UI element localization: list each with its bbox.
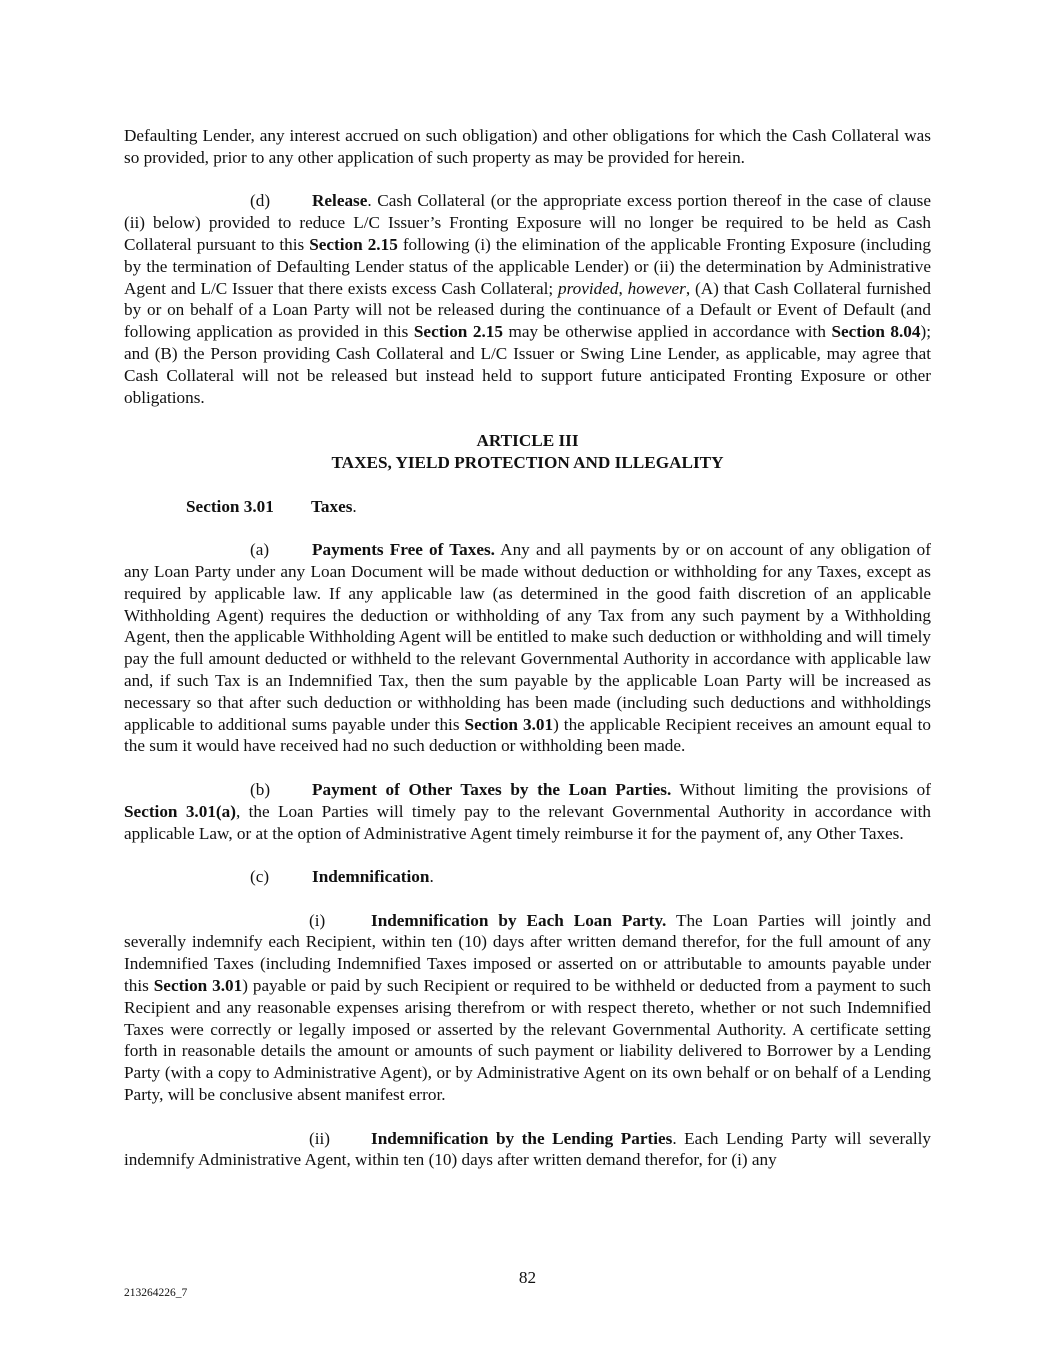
paragraph-text: . Cash Collateral (or the appropriate excess portion thereof in the case of clause (ii) below) provided to reduce L/C Issuer’s Fronting Exposure will no longer be required to be held as Cash Collateral pursuant to this	[124, 191, 931, 254]
paragraph-text: ,	[618, 278, 628, 298]
italic-term: provided	[558, 278, 619, 298]
clause-number: (c)	[250, 867, 270, 887]
paragraph-text: Defaulting Lender, any interest accrued on such obligation) and other obligations for which the Cash Collateral was so provided, prior to any other application of such property as may be provided for herein.	[124, 126, 931, 167]
section-title-period: .	[352, 496, 357, 516]
document-id: 213264226_7	[124, 1287, 188, 1299]
paragraph-text: ) payable or paid by such Recipient or required to be withheld or deducted from a payment to such Recipient and any reasonable expenses arising therefrom or with respect thereto, whether or not such Indemnified Taxes were correctly or legally imposed or asserted by the relevant Governmental Authority. A certificate setting forth in reasonable details the amount or amounts of such payment or liability delivered to Borrower by a Lending Party (with a copy to Administrative Agent), or by Administrative Agent on its own behalf or on behalf of a Lending Party, will be conclusive absent manifest error.	[124, 976, 931, 1105]
clause-heading: Indemnification by the Lending Parties	[371, 1128, 673, 1148]
article-title: TAXES, YIELD PROTECTION AND ILLEGALITY	[331, 452, 724, 472]
clause-heading: Release	[312, 191, 368, 211]
section-reference: Section 2.15	[413, 322, 503, 342]
paragraph-text: . Each Lending Party will severally indemnify Administrative Agent, within ten (10) days after written demand therefor, for (i) any	[124, 1128, 931, 1170]
clause-heading-period: .	[429, 867, 434, 887]
clause-heading: Indemnification by Each Loan Party.	[371, 910, 667, 930]
paragraph-text: The Loan Parties will jointly and severally indemnify each Recipient, within ten (10) days after written demand therefor, for the full amount of any Indemnified Taxes (including Indemnified Taxes imposed or asserted on or attributable to amounts payable under this	[124, 910, 931, 996]
section-reference: Section 3.01	[464, 714, 554, 734]
clause-number: (i)	[309, 910, 326, 930]
clause-number: (b)	[250, 779, 271, 799]
paragraph-text: following (i) the elimination of the applicable Fronting Exposure (including by the termination of Defaulting Lender status of the applicable Lender) or (ii) the determination by Administrative Agent and L/C Issuer that there exists excess Cash Collateral;	[124, 234, 931, 298]
paragraph-c-i	[124, 910, 931, 1106]
document-page	[124, 125, 931, 1193]
section-reference: Section 2.15	[309, 234, 398, 254]
paragraph-text: may be otherwise applied in accordance with	[502, 322, 832, 342]
clause-heading: Indemnification	[312, 867, 430, 887]
paragraph-a-payments	[124, 539, 931, 757]
paragraph-text: Without limiting the provisions of	[671, 779, 931, 799]
paragraph-c-indemnification	[124, 866, 931, 888]
article-number: ARTICLE III	[476, 431, 579, 451]
section-reference: Section 8.04	[831, 322, 921, 342]
article-heading	[124, 430, 931, 474]
paragraph-b-other-taxes	[124, 779, 931, 844]
paragraph-text: , the Loan Parties will timely pay to the relevant Governmental Authority in accordance with applicable Law, or at the option of Administrative Agent timely reimburse it for the payment of, any Other Taxes.	[124, 801, 931, 843]
paragraph-text: Any and all payments by or on account of any obligation of any Loan Party under any Loan Document will be made without deduction or withholding for any Taxes, except as required by applicable law. If any applicable law (as determined in the good faith discretion of an applicable Withholding Agent) requires the deduction or withholding of any Tax from any such payment by a Withholding Agent, then the applicable Withholding Agent will be entitled to make such deduction or withholding and will timely pay the full amount deducted or withheld to the relevant Governmental Authority in accordance with applicable law and, if such Tax is an Indemnified Tax, then the sum payable by the applicable Loan Party will be increased as necessary so that after such deduction or withholding has been made (including such deductions and withholdings applicable to additional sums payable under this	[124, 540, 931, 734]
section-number: Section 3.01	[186, 496, 274, 516]
paragraph-text: ); and (B) the Person providing Cash Collateral and L/C Issuer or Swing Line Lender, as applicable, may agree that Cash Collateral will not be released but instead held to support future anticipated Fronting Exposure or other obligations.	[124, 322, 931, 407]
paragraph-c-ii	[124, 1128, 931, 1172]
clause-number: (a)	[250, 540, 270, 560]
clause-heading: Payments Free of Taxes.	[312, 540, 495, 560]
clause-number: (ii)	[309, 1128, 330, 1148]
section-reference: Section 3.01	[153, 976, 243, 996]
paragraph-text: ) the applicable Recipient receives an amount equal to the sum it would have received had no such deduction or withholding been made.	[124, 714, 931, 756]
clause-number: (d)	[250, 191, 271, 211]
paragraph-continuation	[124, 125, 931, 169]
section-heading	[124, 496, 931, 518]
section-reference: Section 3.01(a)	[124, 801, 236, 821]
page-number: 82	[518, 1268, 537, 1287]
paragraph-d-release	[124, 190, 931, 408]
section-title: Taxes	[311, 496, 353, 516]
clause-heading: Payment of Other Taxes by the Loan Parties.	[312, 779, 672, 799]
paragraph-text: , (A) that Cash Collateral furnished by or on behalf of a Loan Party will not be released during the continuance of a Default or Event of Default (and following application as provided in this	[124, 278, 932, 342]
italic-term: however	[627, 278, 686, 298]
